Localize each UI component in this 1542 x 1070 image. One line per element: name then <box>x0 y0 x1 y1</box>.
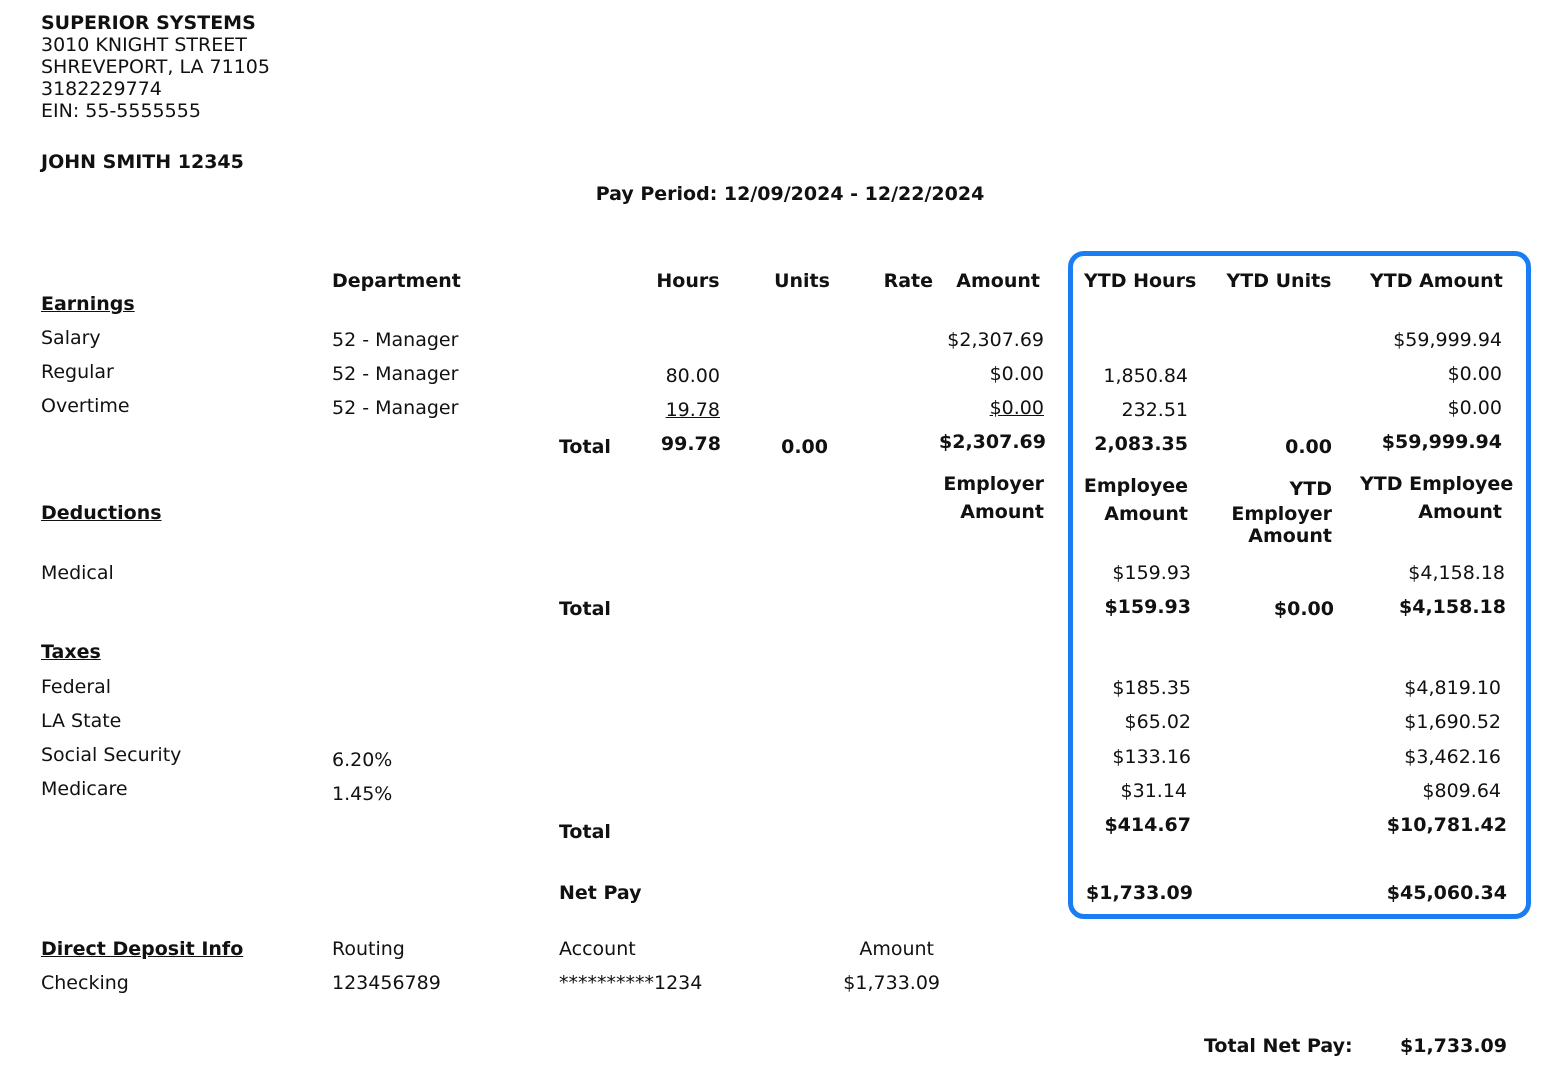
deductions-header-ytd-employer-line3: Amount <box>1248 525 1332 547</box>
deductions-header-ytd-employer-line2: Employer <box>1231 503 1332 525</box>
taxes-total-label: Total <box>559 821 611 843</box>
deductions-total-ytd-employee: $4,158.18 <box>1399 596 1506 618</box>
earnings-row-hours: 19.78 <box>665 399 720 421</box>
earnings-row-ytd-hours: 1,850.84 <box>1103 365 1188 387</box>
earnings-total-ytd-units: 0.00 <box>1285 436 1332 458</box>
earnings-row-department: 52 - Manager <box>332 363 459 385</box>
taxes-row-label: Social Security <box>41 744 182 766</box>
company-ein: EIN: 55-5555555 <box>41 100 201 122</box>
taxes-row-amount: $185.35 <box>1112 677 1191 699</box>
deductions-total-ytd-employer: $0.00 <box>1273 598 1334 620</box>
net-pay-ytd: $45,060.34 <box>1386 882 1507 904</box>
earnings-row-label: Overtime <box>41 395 130 417</box>
earnings-row-ytd-amount: $0.00 <box>1447 363 1502 385</box>
direct-deposit-amount: $1,733.09 <box>843 972 940 994</box>
earnings-total-label: Total <box>559 436 611 458</box>
employee-name: JOHN SMITH 12345 <box>41 151 244 173</box>
pay-period: Pay Period: 12/09/2024 - 12/22/2024 <box>595 183 985 205</box>
earnings-row-hours: 80.00 <box>665 365 720 387</box>
header-ytd-units: YTD Units <box>1226 270 1332 292</box>
deductions-header-employer-amount-line2: Amount <box>960 501 1044 523</box>
deductions-header-ytd-employer-line1: YTD <box>1289 478 1332 500</box>
net-pay-label: Net Pay <box>559 882 642 904</box>
taxes-row-amount: $65.02 <box>1124 711 1191 733</box>
header-rate: Rate <box>883 270 933 292</box>
earnings-total-hours: 99.78 <box>660 433 721 455</box>
direct-deposit-title: Direct Deposit Info <box>41 938 244 960</box>
company-address-line1: 3010 KNIGHT STREET <box>41 34 247 56</box>
earnings-row-ytd-amount: $59,999.94 <box>1393 329 1502 351</box>
header-ytd-hours: YTD Hours <box>1084 270 1197 292</box>
direct-deposit-routing: 123456789 <box>332 972 441 994</box>
taxes-title: Taxes <box>41 641 101 663</box>
deductions-row-label: Medical <box>41 562 114 584</box>
direct-deposit-routing-label: Routing <box>332 938 405 960</box>
company-name: SUPERIOR SYSTEMS <box>41 12 256 34</box>
taxes-row-label: Medicare <box>41 778 128 800</box>
header-units: Units <box>774 270 830 292</box>
taxes-row-rate: 1.45% <box>332 783 393 805</box>
earnings-total-amount: $2,307.69 <box>939 431 1046 453</box>
header-ytd-amount: YTD Amount <box>1370 270 1503 292</box>
deductions-row-ytd-employee: $4,158.18 <box>1408 562 1505 584</box>
deductions-total-label: Total <box>559 598 611 620</box>
company-address-line2: SHREVEPORT, LA 71105 <box>41 56 270 78</box>
earnings-title: Earnings <box>41 293 135 315</box>
earnings-total-ytd-hours: 2,083.35 <box>1094 433 1188 455</box>
taxes-row-rate: 6.20% <box>332 749 393 771</box>
deductions-header-employee-amount-line1: Employee <box>1083 475 1188 497</box>
deductions-header-ytd-employee-line1: YTD Employee <box>1360 473 1514 495</box>
deductions-header-employee-amount-line2: Amount <box>1104 503 1188 525</box>
earnings-total-ytd-amount: $59,999.94 <box>1381 431 1502 453</box>
direct-deposit-amount-label: Amount <box>859 938 934 960</box>
taxes-row-ytd: $1,690.52 <box>1404 711 1501 733</box>
header-amount: Amount <box>956 270 1040 292</box>
total-net-pay-label: Total Net Pay: <box>1204 1035 1353 1057</box>
earnings-row-ytd-hours: 232.51 <box>1121 399 1188 421</box>
taxes-total-ytd: $10,781.42 <box>1386 814 1507 836</box>
header-department: Department <box>332 270 461 292</box>
net-pay-amount: $1,733.09 <box>1086 882 1193 904</box>
deductions-total-employee-amount: $159.93 <box>1104 596 1191 618</box>
earnings-row-label: Salary <box>41 327 101 349</box>
header-hours: Hours <box>656 270 720 292</box>
direct-deposit-account: **********1234 <box>559 972 703 994</box>
earnings-row-amount: $2,307.69 <box>947 329 1044 351</box>
company-phone: 3182229774 <box>41 78 162 100</box>
taxes-total-amount: $414.67 <box>1104 814 1191 836</box>
direct-deposit-type: Checking <box>41 972 129 994</box>
earnings-row-label: Regular <box>41 361 114 383</box>
earnings-row-amount: $0.00 <box>989 363 1044 385</box>
deductions-header-employer-amount-line1: Employer <box>943 473 1044 495</box>
taxes-row-amount: $31.14 <box>1120 780 1187 802</box>
earnings-row-amount: $0.00 <box>989 397 1044 419</box>
taxes-row-ytd: $4,819.10 <box>1404 677 1501 699</box>
earnings-row-ytd-amount: $0.00 <box>1447 397 1502 419</box>
earnings-row-department: 52 - Manager <box>332 397 459 419</box>
deductions-header-ytd-employee-line2: Amount <box>1418 501 1502 523</box>
direct-deposit-account-label: Account <box>559 938 636 960</box>
taxes-row-ytd: $809.64 <box>1422 780 1501 802</box>
taxes-row-ytd: $3,462.16 <box>1404 746 1501 768</box>
taxes-row-label: Federal <box>41 676 112 698</box>
earnings-total-units: 0.00 <box>781 436 828 458</box>
taxes-row-amount: $133.16 <box>1112 746 1191 768</box>
earnings-row-department: 52 - Manager <box>332 329 459 351</box>
deductions-row-employee-amount: $159.93 <box>1112 562 1191 584</box>
total-net-pay-amount: $1,733.09 <box>1400 1035 1507 1057</box>
deductions-title: Deductions <box>41 502 162 524</box>
taxes-row-label: LA State <box>41 710 122 732</box>
